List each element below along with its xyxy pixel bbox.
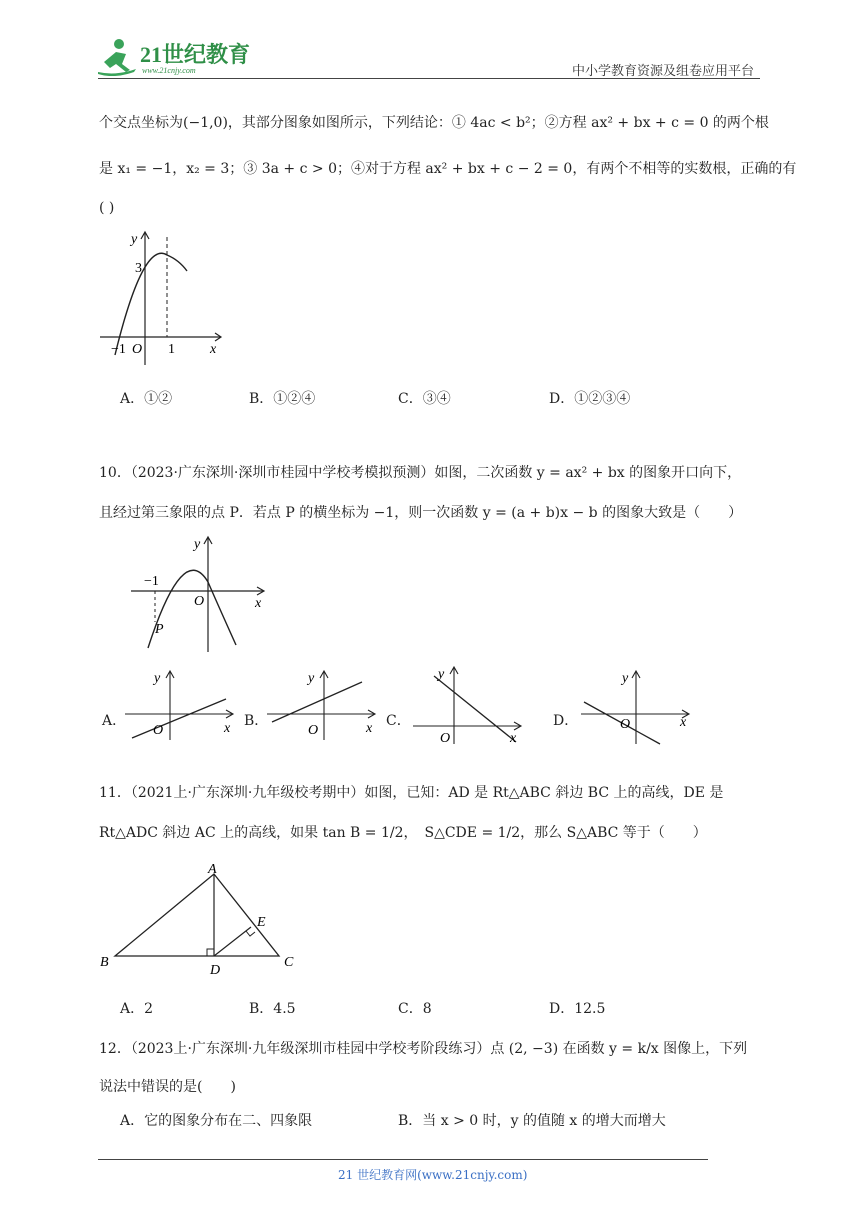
q11-triangle-figure [95,860,305,975]
q10-option-b-graph [262,664,382,742]
footer-divider [98,1159,708,1160]
q11-line-1: 11．（2021上·广东深圳·九年级校考期中）如图，已知：AD 是 Rt△ABC 斜边 BC 上的高线，DE 是 [99,785,724,801]
header-divider [98,78,760,79]
q12-line-2: 说法中错误的是( ) [99,1079,236,1095]
q10-line-2: 且经过第三象限的点 P．若点 P 的横坐标为 −1，则一次函数 y = (a + b)x − b 的图象大致是（ ） [99,505,743,521]
q9-line-3: ( ) [99,200,115,216]
q9-y-label: y [131,232,138,247]
q11-point-d: D [210,963,221,975]
q9-label-3: 3 [135,261,142,276]
q12-option-a: A．它的图象分布在二、四象限 [120,1113,313,1129]
q12-option-b: B．当 x > 0 时，y 的值随 x 的增大而增大 [398,1113,666,1129]
q9-origin: O [132,342,143,357]
q10-option-d-label: D． [553,713,579,729]
q10-c-y-label: y [438,667,445,682]
q10-option-c-graph [408,660,530,746]
q10-y-label: y [194,537,201,552]
q9-option-a: A．①② [120,391,173,407]
q10-option-d-graph [576,664,696,746]
q9-line-1: 个交点坐标为(−1,0)，其部分图象如图所示，下列结论：① 4ac < b²；②方程 ax² + bx + c = 0 的两个根 [99,115,769,131]
q10-b-x-label: x [366,721,373,736]
q9-option-d: D．①②③④ [549,391,631,407]
q10-b-y-label: y [308,671,315,686]
q9-option-b: B．①②④ [249,391,316,407]
q10-option-a-label: A． [102,713,127,729]
q10-option-a-graph [120,664,240,742]
q10-d-y-label: y [622,671,629,686]
q10-origin: O [194,594,205,609]
q9-parabola-graph [95,225,230,370]
q11-option-c: C．8 [398,1001,432,1017]
q10-b-origin: O [308,723,319,738]
q10-a-x-label: x [224,721,231,736]
q10-a-origin: O [153,723,164,738]
q10-a-y-label: y [154,671,161,686]
q10-d-origin: O [620,717,631,732]
header-platform-text: 中小学教育资源及组卷应用平台 [572,64,755,79]
q9-option-c: C．③④ [398,391,451,407]
q9-label-neg1: −1 [111,342,126,357]
q11-point-c: C [284,955,294,970]
q11-point-a: A [208,862,217,877]
site-logo [96,36,266,76]
q12-line-1: 12．（2023上·广东深圳·九年级深圳市桂园中学校考阶段练习）点 (2, −3) 在函数 y = k/x 图像上，下列 [99,1041,748,1057]
svg-text:www.21cnjy.com: www.21cnjy.com [142,66,196,75]
q11-option-d: D．12.5 [549,1001,606,1017]
q11-line-2: Rt△ADC 斜边 AC 上的高线，如果 tan B = 1/2， S△CDE = 1/2，那么 S△ABC 等于（ ） [99,825,707,841]
q11-option-a: A．2 [120,1001,154,1017]
q10-c-x-label: x [510,731,517,746]
q9-x-label: x [210,342,217,357]
q10-parabola-graph [128,530,278,655]
q10-point-p: P [155,622,164,637]
q10-c-origin: O [440,731,451,746]
q11-option-b: B．4.5 [249,1001,296,1017]
q9-label-1: 1 [168,342,175,357]
q11-point-e: E [257,915,266,930]
q11-point-b: B [100,955,109,970]
footer-text: 21 世纪教育网(www.21cnjy.com) [338,1168,528,1182]
q10-option-c-label: C． [386,713,411,729]
q10-x-label: x [255,596,262,611]
q10-option-b-label: B． [244,713,269,729]
q10-d-x-label: x [680,715,687,730]
svg-text:21世纪教育: 21世纪教育 [140,42,251,67]
q9-line-2: 是 x₁ = −1，x₂ = 3；③ 3a + c > 0；④对于方程 ax² + bx + c − 2 = 0，有两个不相等的实数根，正确的有 [99,161,797,177]
q10-label-neg1: −1 [144,574,159,589]
q10-line-1: 10．（2023·广东深圳·深圳市桂园中学校考模拟预测）如图，二次函数 y = ax² + bx 的图象开口向下， [99,465,742,481]
